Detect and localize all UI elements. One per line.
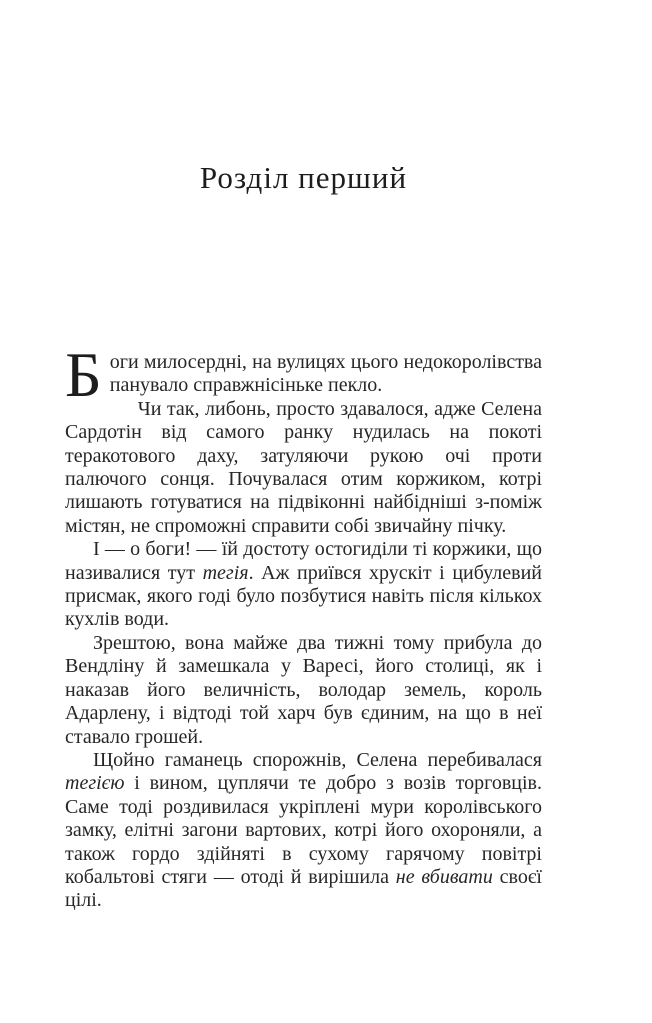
text-segment: своєї цілі. <box>65 865 542 912</box>
drop-cap: Б <box>65 339 102 410</box>
text-segment: Щойно гаманець спорожнів, Селена перебивалася <box>93 748 542 771</box>
paragraph <box>65 339 542 410</box>
body-text <box>65 339 542 913</box>
text-segment: І — о боги! — їй достоту остогиділи ті коржики, що називалися тут <box>65 538 542 584</box>
text-segment-italic: тегією <box>65 772 125 795</box>
text-segment: Чи так, либонь, просто здавалося, адже Селена Сардотін від самого ранку нудилась на покоті теракотового даху, затуляючи рукою очі проти палючого сонця. Почувалася отим коржиком, котрі лишають готуватися на підвіконні найбідніші з-поміж містян, не спроможні справити собі звичайну пічку. <box>65 397 542 537</box>
text-segment: і вином, цуплячи те добро з возів торговців. Саме тоді роздивилася укріплені мури королівського замку, елітні загони вартових, котрі його охороняли, а також гордо здійняті в сухому гарячому повітрі кобальтові стяги — отоді й вирішила <box>65 772 542 888</box>
paragraph <box>65 749 542 913</box>
text-segment: Зрештою, вона майже два тижні тому прибула до Вендліну й замешкала у Варесі, його столиці, як і наказав його величність, володар земель, король Адарлену, і відтоді той харч був єдиним, на що в неї ставало грошей. <box>65 631 542 748</box>
text-segment-italic: не вбивати <box>395 865 493 888</box>
paragraph <box>65 632 542 749</box>
chapter-heading: Розділ перший <box>199 160 408 195</box>
paragraph <box>65 398 542 538</box>
paragraph <box>65 538 542 632</box>
text-segment: . Аж приївся хрускіт і цибулевий присмак, якого годі було позбутися навіть після кількох кухлів води. <box>65 561 542 631</box>
text-segment: оги милосердні, на вулицях цього недокоролівства панувало справжнісіньке пекло. <box>109 351 542 397</box>
text-segment-italic: тегія <box>202 561 249 584</box>
